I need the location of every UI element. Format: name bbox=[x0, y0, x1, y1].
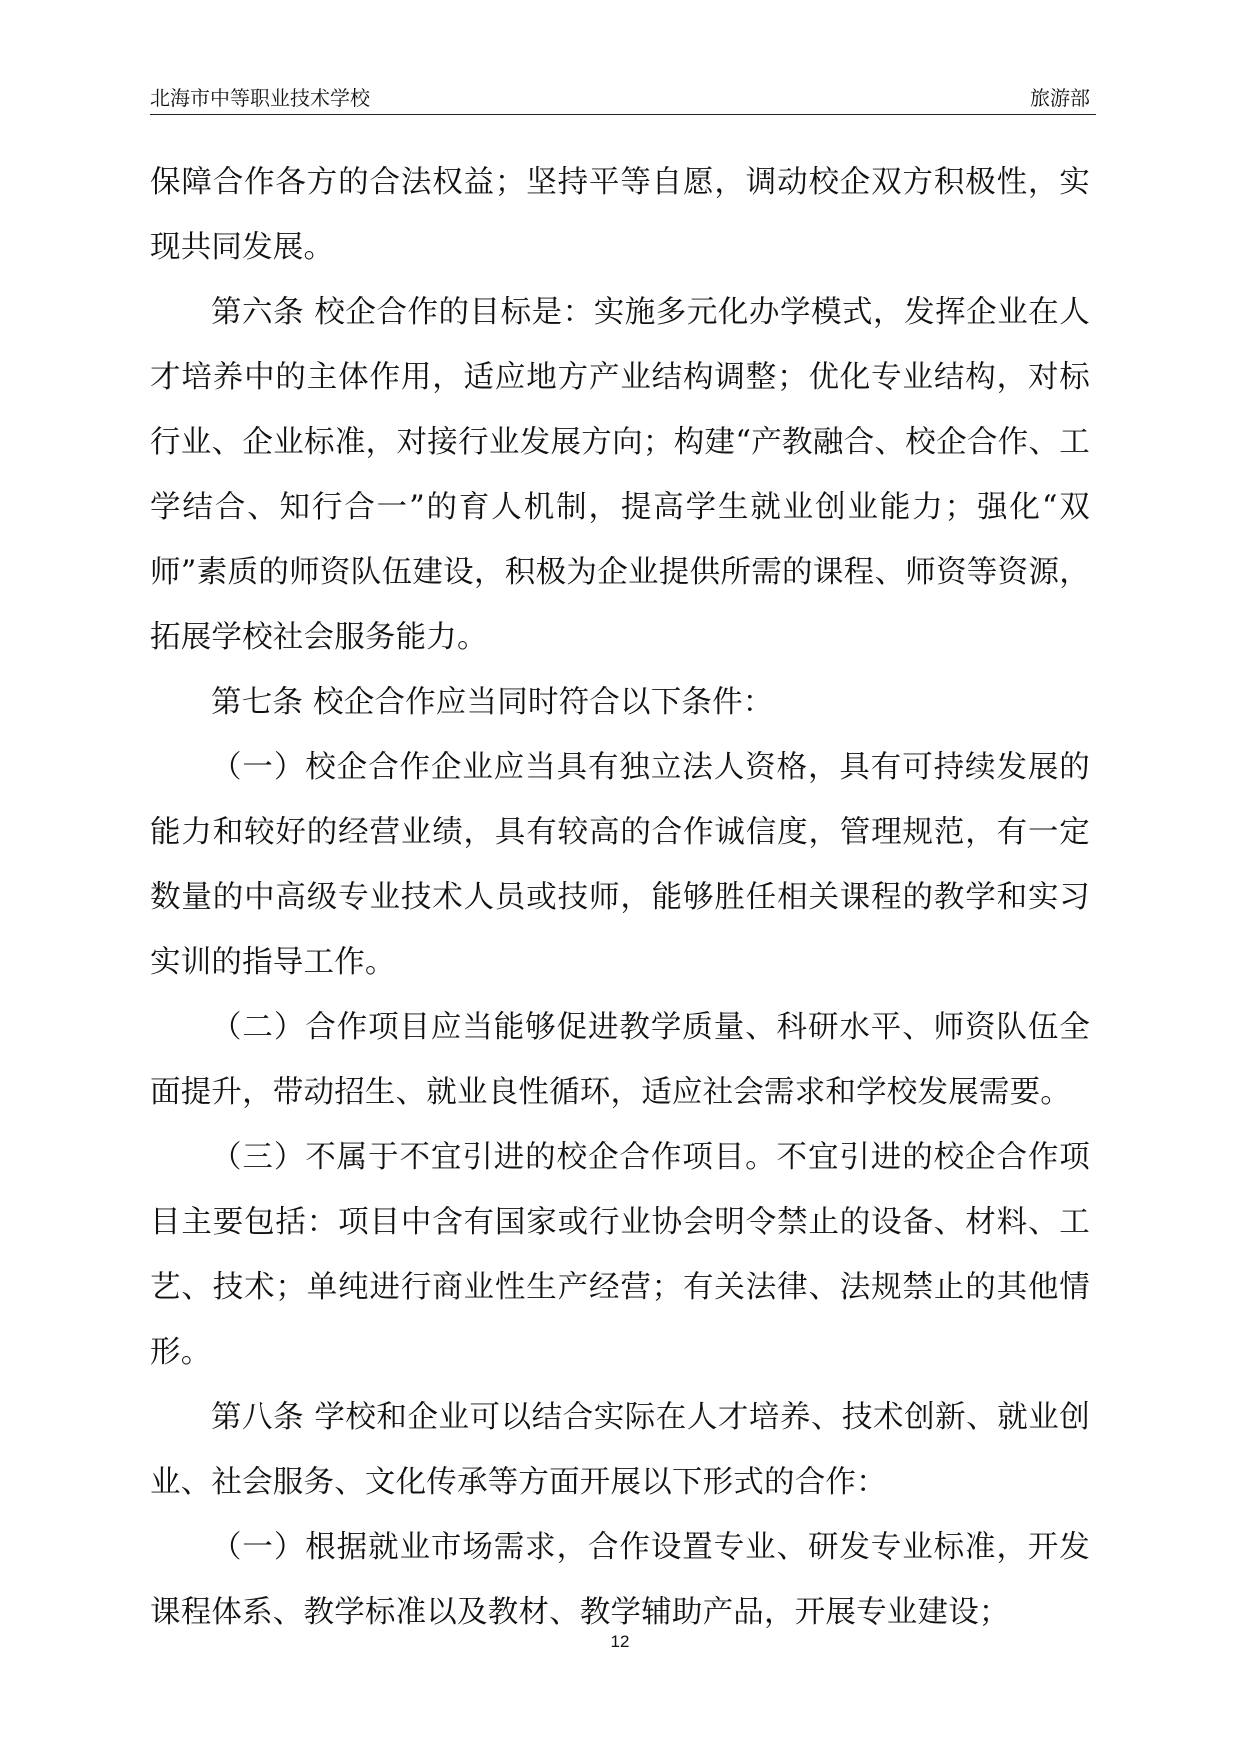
page-number: 12 bbox=[610, 1632, 630, 1651]
paragraph-article-7-item-3: （三）不属于不宜引进的校企合作项目。不宜引进的校企合作项目主要包括：项目中含有国家或行业协会明令禁止的设备、材料、工艺、技术；单纯进行商业性生产经营；有关法律、法规禁止的其他情形。 bbox=[150, 1140, 1090, 1370]
header-department: 旅游部 bbox=[1030, 86, 1090, 110]
paragraph: 保障合作各方的合法权益；坚持平等自愿，调动校企双方积极性，实现共同发展。 bbox=[150, 165, 1090, 265]
paragraph-article-8-item-1: （一）根据就业市场需求，合作设置专业、研发专业标准，开发课程体系、教学标准以及教材、教学辅助产品，开展专业建设； bbox=[150, 1530, 1090, 1630]
paragraph-article-8: 第八条 学校和企业可以结合实际在人才培养、技术创新、就业创业、社会服务、文化传承等方面开展以下形式的合作： bbox=[150, 1400, 1090, 1500]
page-header bbox=[150, 86, 1096, 115]
paragraph-article-6: 第六条 校企合作的目标是：实施多元化办学模式，发挥企业在人才培养中的主体作用，适应地方产业结构调整；优化专业结构，对标行业、企业标准，对接行业发展方向；构建“产教融合、校企合作、工学结合、知行合一”的育人机制，提高学生就业创业能力；强化“双师”素质的师资队伍建设，积极为企业提供所需的课程、师资等资源，拓展学校社会服务能力。 bbox=[150, 295, 1090, 655]
paragraph-article-7-item-1: （一）校企合作企业应当具有独立法人资格，具有可持续发展的能力和较好的经营业绩，具有较高的合作诚信度，管理规范，有一定数量的中高级专业技术人员或技师，能够胜任相关课程的教学和实习实训的指导工作。 bbox=[150, 750, 1090, 980]
paragraph-article-7-item-2: （二）合作项目应当能够促进教学质量、科研水平、师资队伍全面提升，带动招生、就业良性循环，适应社会需求和学校发展需要。 bbox=[150, 1010, 1090, 1110]
paragraph-article-7: 第七条 校企合作应当同时符合以下条件： bbox=[211, 685, 774, 720]
header-school-name: 北海市中等职业技术学校 bbox=[150, 86, 370, 110]
document-body bbox=[150, 150, 1090, 1645]
